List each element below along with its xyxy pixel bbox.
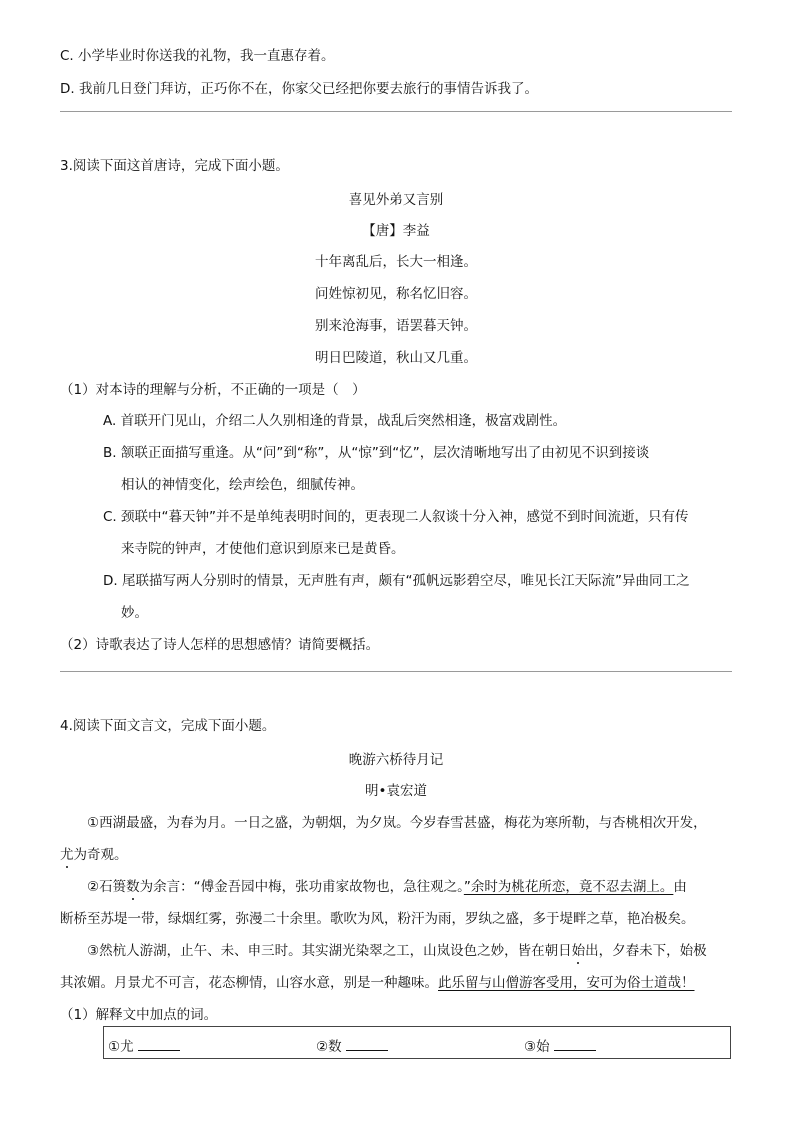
option-c: C. 颈联中“暮天钟”并不是单纯表明时间的，更表现二人叙谈十分入神，感觉不到时间流逝，只有传 bbox=[103, 509, 689, 525]
divider bbox=[60, 671, 732, 672]
sub-question-4-1: （1）解释文中加点的词。 bbox=[60, 1007, 218, 1023]
poem-line: 别来沧海事，语罢暮天钟。 bbox=[315, 318, 477, 334]
essay-author: 明•袁宏道 bbox=[365, 783, 427, 799]
answer-cell-1[interactable]: ①尤 bbox=[108, 1035, 180, 1055]
dotted-word: 始 bbox=[572, 939, 586, 959]
option-c-prev: C. 小学毕业时你送我的礼物，我一直惠存着。 bbox=[60, 48, 335, 64]
answer-blank[interactable] bbox=[554, 1038, 596, 1051]
sub-question-1: （1）对本诗的理解与分析，不正确的一项是（ ） bbox=[60, 382, 366, 398]
answer-cell-2[interactable]: ②数 bbox=[316, 1035, 388, 1055]
paragraph-2: ②石篑数为余言：“傅金吾园中梅，张功甫家故物也，急往观之。”余时为桃花所恋，竟不忍去湖上。由 bbox=[87, 875, 687, 895]
paragraph-1: ①西湖最盛，为春为月。一日之盛，为朝烟，为夕岚。今岁春雪甚盛，梅花为寒所勒，与杏桃相次开发， bbox=[87, 815, 707, 831]
option-b: B. 颔联正面描写重逢。从“问”到“称”，从“惊”到“忆”，层次清晰地写出了由初见不识到接谈 bbox=[103, 445, 650, 461]
paragraph-3-cont: 其浓媚。月景尤不可言，花态柳情，山容水意，别是一种趣味。此乐留与山僧游客受用，安可为俗士道哉！ bbox=[60, 975, 695, 991]
underlined-sentence: ”余时为桃花所恋，竟不忍去湖上。 bbox=[463, 879, 674, 895]
poem-title: 喜见外弟又言别 bbox=[348, 192, 444, 208]
poem-line: 十年离乱后，长大一相逢。 bbox=[315, 254, 477, 270]
option-d-cont: 妙。 bbox=[121, 605, 148, 621]
paragraph-3: ③然杭人游湖，止午、未、申三时。其实湖光染翠之工，山岚设色之妙，皆在朝日始出，夕舂未下，始极 bbox=[87, 939, 707, 959]
essay-title: 晚游六桥待月记 bbox=[348, 752, 444, 768]
dotted-word: 数 bbox=[126, 875, 140, 895]
option-d-prev: D. 我前几日登门拜访，正巧你不在，你家父已经把你要去旅行的事情告诉我了。 bbox=[60, 81, 538, 97]
answer-table bbox=[103, 1026, 731, 1059]
poem-line: 明日巴陵道，秋山又几重。 bbox=[315, 350, 477, 366]
answer-blank[interactable] bbox=[138, 1038, 180, 1051]
option-d: D. 尾联描写两人分别时的情景，无声胜有声，颇有“孤帆远影碧空尽，唯见长江天际流”异曲同工之 bbox=[103, 573, 690, 589]
question-3-stem: 3.阅读下面这首唐诗，完成下面小题。 bbox=[60, 158, 289, 174]
option-a: A. 首联开门见山，介绍二人久别相逢的背景，战乱后突然相逢，极富戏剧性。 bbox=[103, 413, 567, 429]
underlined-sentence: 此乐留与山僧游客受用，安可为俗士道哉！ bbox=[438, 975, 695, 991]
poem-line: 问姓惊初见，称名忆旧容。 bbox=[315, 286, 477, 302]
question-4-stem: 4.阅读下面文言文，完成下面小题。 bbox=[60, 718, 276, 734]
answer-cell-3[interactable]: ③始 bbox=[524, 1035, 596, 1055]
sub-question-2: （2）诗歌表达了诗人怎样的思想感情？请简要概括。 bbox=[60, 637, 380, 653]
poem-author: 【唐】李益 bbox=[362, 223, 430, 239]
paragraph-2-cont: 断桥至苏堤一带，绿烟红雾，弥漫二十余里。歌吹为风，粉汗为雨，罗纨之盛，多于堤畔之草，艳冶极矣。 bbox=[60, 911, 695, 927]
divider bbox=[60, 111, 732, 112]
dotted-word: 尤 bbox=[60, 843, 74, 863]
paragraph-1-cont: 尤为奇观。 bbox=[60, 843, 128, 863]
option-b-cont: 相认的神情变化，绘声绘色，细腻传神。 bbox=[121, 477, 364, 493]
option-c-cont: 来寺院的钟声，才使他们意识到原来已是黄昏。 bbox=[121, 541, 405, 557]
answer-blank[interactable] bbox=[346, 1038, 388, 1051]
